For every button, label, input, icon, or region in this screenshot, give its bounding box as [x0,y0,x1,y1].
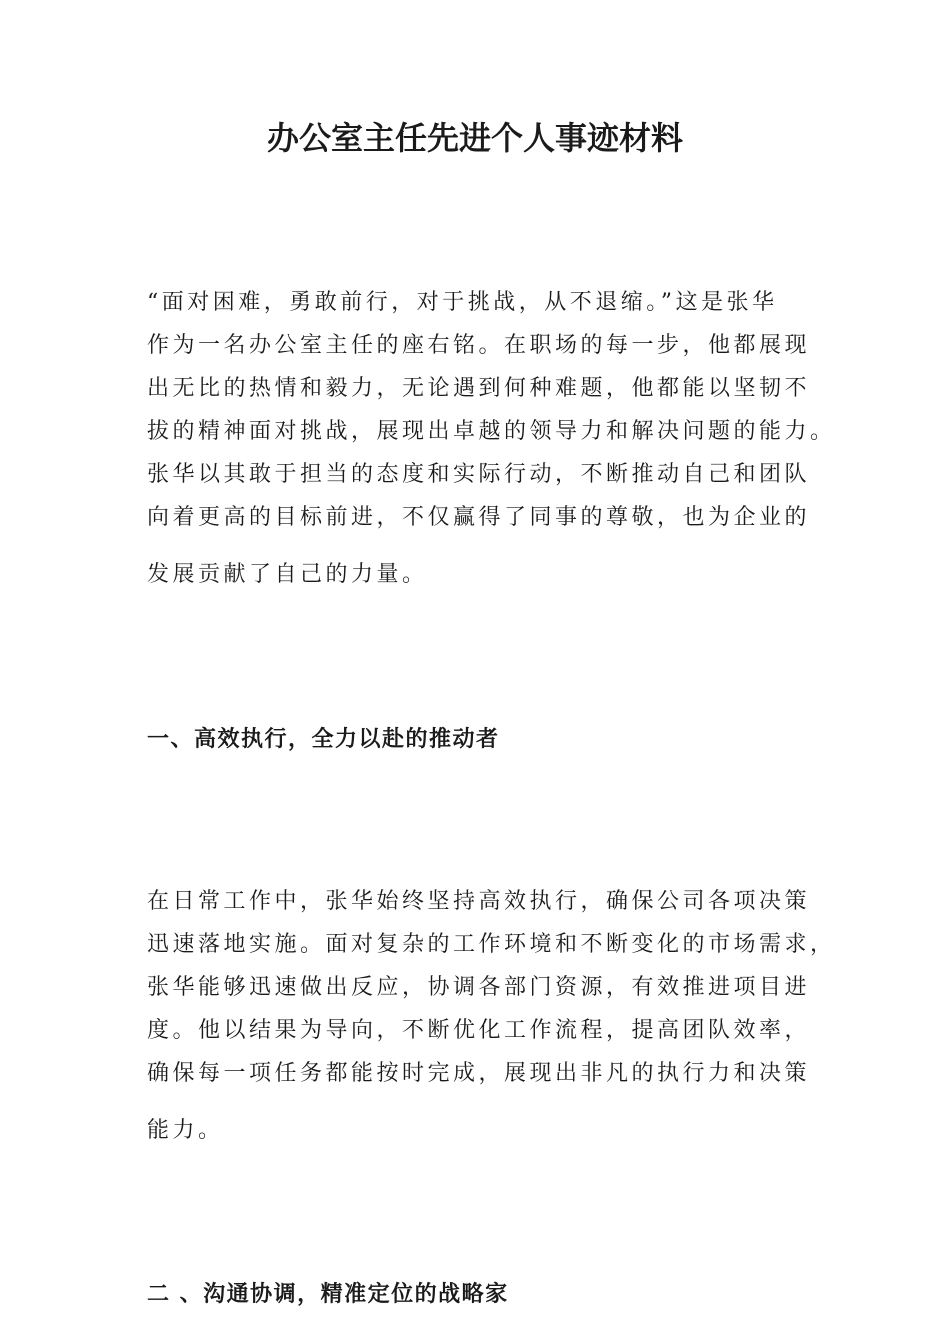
section-1-line: 确保每一项任务都能按时完成，展现出非凡的执行力和决策 [147,1061,811,1086]
section-2-heading: 二 、沟通协调，精准定位的战略家 [147,1281,509,1307]
section-1-heading: 一、高效执行，全力以赴的推动者 [147,726,500,752]
intro-line: 张华以其敢于担当的态度和实际行动，不断推动自己和团队 [147,462,811,487]
section-1-line: 能力。 [147,1118,224,1143]
intro-line: 作为一名办公室主任的座右铭。在职场的每一步，他都展现 [147,333,811,358]
intro-paragraph [147,281,837,596]
section-1-line: 度。他以结果为导向，不断优化工作流程，提高团队效率， [147,1018,811,1043]
section-1-line: 在日常工作中，张华始终坚持高效执行，确保公司各项决策 [147,889,811,914]
intro-line: 拔的精神面对挑战，展现出卓越的领导力和解决问题的能力。 [147,419,836,444]
section-1-line: 张华能够迅速做出反应，协调各部门资源，有效推进项目进 [147,975,811,1000]
intro-line: 发展贡献了自己的力量。 [147,562,428,587]
intro-line: 向着更高的目标前进，不仅赢得了同事的尊敬，也为企业的 [147,505,811,530]
document-title: 办公室主任先进个人事迹材料 [266,119,683,157]
intro-line: “面对困难，勇敢前行，对于挑战，从不退缩。”这是张华 [147,290,778,315]
section-1-paragraph [147,880,837,1152]
intro-line: 出无比的热情和毅力，无论遇到何种难题，他都能以坚韧不 [147,376,811,401]
section-1-line: 迅速落地实施。面对复杂的工作环境和不断变化的市场需求， [147,932,836,957]
